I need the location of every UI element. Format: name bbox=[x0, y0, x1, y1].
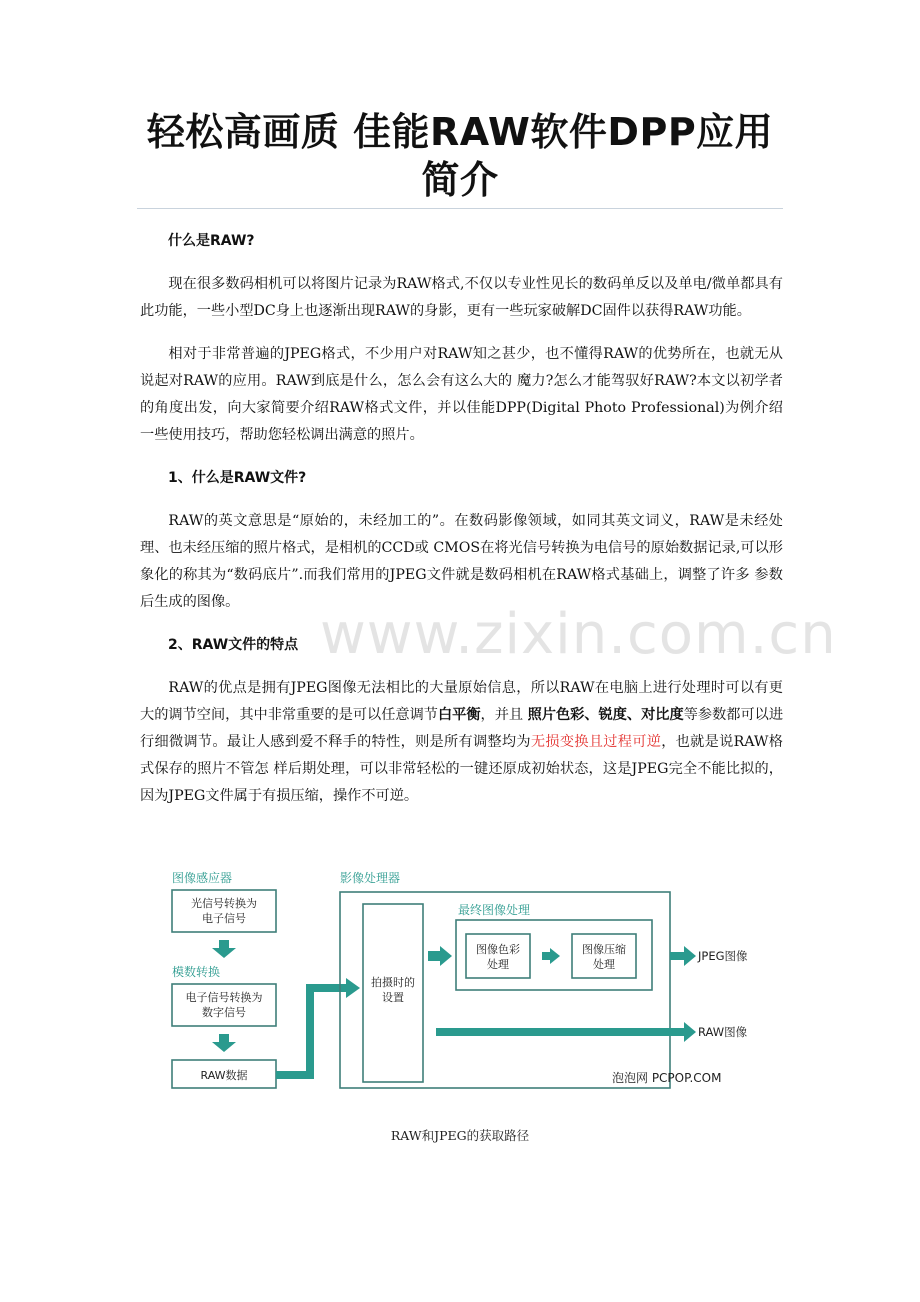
figure-caption: RAW和JPEG的获取路径 bbox=[390, 1128, 530, 1143]
p4-text-e: 等参数都可以进行细微调节。最让人感到爱不释手的特性，则是所有调整均为 bbox=[140, 707, 784, 750]
p4-text-g: ，也就是说RAW格式保存的照片不管怎 样后期处理，可以非常轻松的一键还原成初始状态，这是JPEG完全不能比拟的，因为JPEG文件属于有损压缩，操作不可逆。 bbox=[140, 734, 783, 804]
box-optical-line1: 光信号转换为 bbox=[191, 897, 257, 910]
raw-jpeg-diagram bbox=[160, 864, 760, 1096]
box-settings-line2: 设置 bbox=[382, 991, 404, 1004]
document-body bbox=[140, 228, 783, 810]
arrow-down-1-icon bbox=[212, 940, 236, 958]
arrow-jpeg-out-icon bbox=[428, 946, 452, 966]
p4-bold-white-balance: 白平衡 bbox=[437, 707, 481, 723]
connector-arrowhead-icon bbox=[346, 978, 360, 998]
heading-what-is-raw: 什么是RAW? bbox=[168, 233, 255, 249]
raw-output-bar bbox=[436, 1028, 686, 1036]
box-settings-line1: 拍摄时的 bbox=[371, 976, 415, 989]
label-adc: 模数转换 bbox=[172, 965, 221, 979]
box-color-processing bbox=[466, 934, 530, 978]
box-compression bbox=[572, 934, 636, 978]
paragraph-1: 现在很多数码相机可以将图片记录为RAW格式,不仅以专业性见长的数码单反以及单电/微单都具有此功能，一些小型DC身上也逐渐出现RAW的身影，更有一些玩家破解DC固件以获得RAW功能。 bbox=[140, 276, 783, 319]
label-sensor: 图像感应器 bbox=[172, 871, 233, 885]
box-color-line2: 处理 bbox=[487, 958, 509, 971]
box-compress-line2: 处理 bbox=[593, 958, 615, 971]
label-processor: 影像处理器 bbox=[340, 871, 401, 885]
title-line-2: 简介 bbox=[421, 158, 499, 202]
p4-text-c: ，并且 bbox=[480, 707, 528, 723]
title-divider bbox=[137, 208, 783, 209]
watermark-text: www.zixin.com.cn bbox=[320, 602, 837, 667]
paragraph-4 bbox=[140, 675, 783, 810]
box-raw-data-label: RAW数据 bbox=[200, 1069, 248, 1082]
output-raw: RAW图像 bbox=[698, 1025, 748, 1039]
arrow-right-small-icon bbox=[542, 948, 560, 964]
arrow-jpeg-final-icon bbox=[670, 946, 696, 966]
document-title bbox=[0, 108, 920, 204]
connector-arrow-icon bbox=[276, 988, 348, 1075]
box-digital-line2: 数字信号 bbox=[202, 1006, 246, 1019]
title-line-1: 轻松高画质 佳能RAW软件DPP应用 bbox=[146, 110, 774, 154]
paragraph-2: 相对于非常普遍的JPEG格式，不少用户对RAW知之甚少，也不懂得RAW的优势所在，也就无从说起对RAW的应用。RAW到底是什么，怎么会有这么大的 魔力?怎么才能驾驭好RAW?本文以初学者的角度出发，向大家简要介绍RAW格式文件，并以佳能DPP(Digital Photo Professional)为例介绍一些使用技巧，帮助您轻松调出满意的照片。 bbox=[140, 346, 783, 443]
heading-section-2: 2、RAW文件的特点 bbox=[168, 637, 299, 653]
paragraph-3: RAW的英文意思是“原始的，未经加工的”。在数码影像领域，如同其英文词义，RAW是未经处理、也未经压缩的照片格式，是相机的CCD或 CMOS在将光信号转换为电信号的原始数据记录,可以形象化的称其为“数码底片”.而我们常用的JPEG文件就是数码相机在RAW格式基础上，调整了许多 参数后生成的图像。 bbox=[140, 513, 783, 610]
p4-red-lossless: 无损变换且过程可逆 bbox=[530, 734, 662, 750]
raw-output-arrowhead-icon bbox=[684, 1022, 696, 1042]
box-digital-line1: 电子信号转换为 bbox=[185, 991, 263, 1004]
arrow-down-2-icon bbox=[212, 1034, 236, 1052]
figure-credit: 泡泡网 PCPOP.COM bbox=[612, 1071, 722, 1085]
label-final-processing: 最终图像处理 bbox=[458, 903, 531, 917]
p4-text-a: RAW的优点是拥有JPEG图像无法相比的大量原始信息，所以RAW在电脑上进行处理时可以有更大的调节空间，其中非常重要的是可以任意调节 bbox=[140, 680, 783, 723]
box-color-line1: 图像色彩 bbox=[476, 943, 520, 956]
box-compress-line1: 图像压缩 bbox=[582, 943, 626, 956]
box-optical-line2: 电子信号 bbox=[202, 912, 246, 925]
output-jpeg: JPEG图像 bbox=[698, 949, 748, 963]
p4-bold-params: 照片色彩、锐度、对比度 bbox=[527, 707, 684, 723]
heading-section-1: 1、什么是RAW文件? bbox=[168, 470, 307, 486]
